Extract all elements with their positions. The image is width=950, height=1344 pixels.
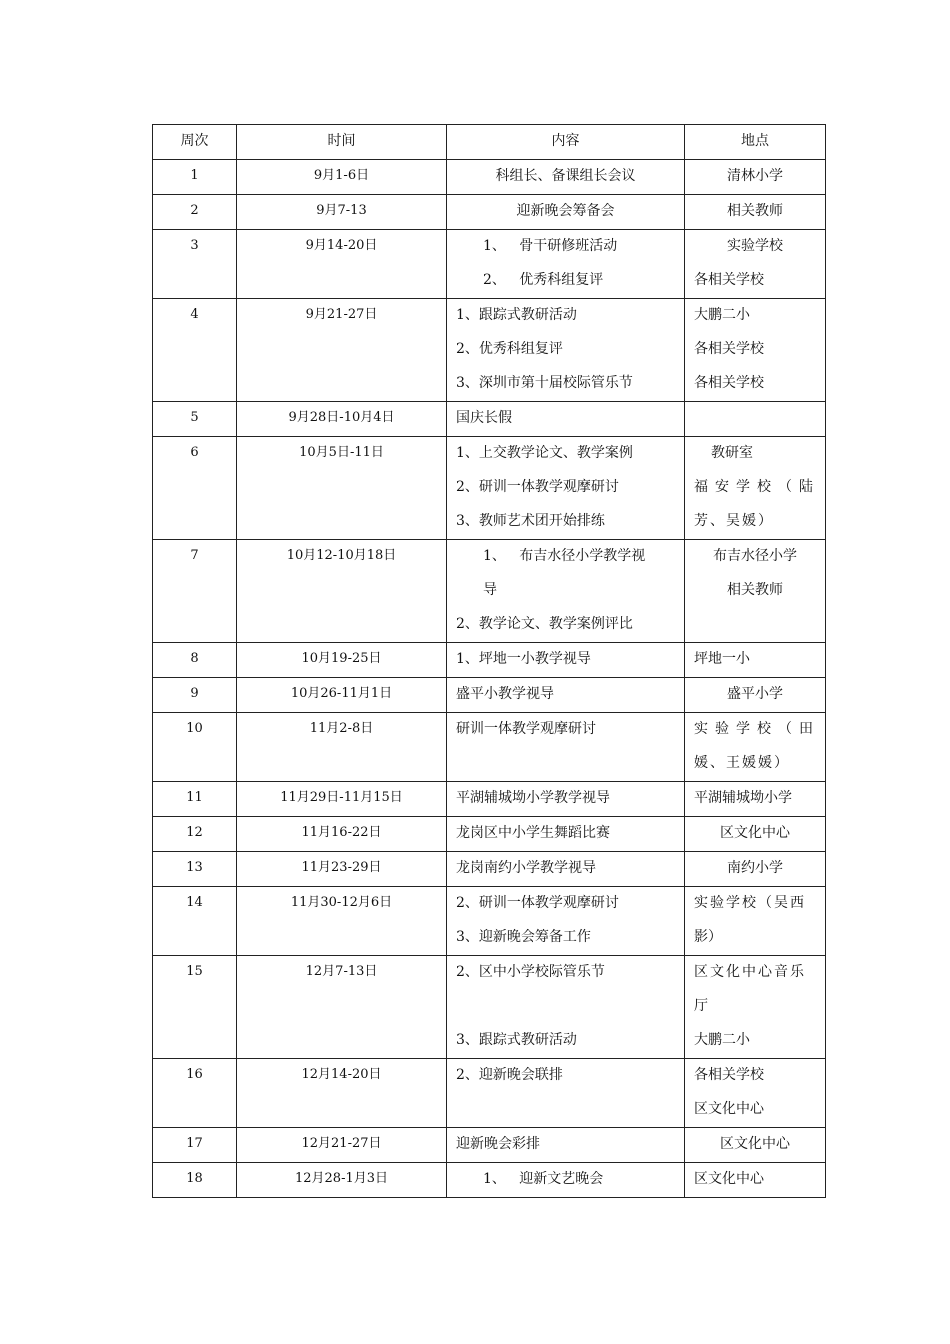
week-cell: 6 bbox=[153, 437, 237, 540]
content-cell: 科组长、备课组长会议 bbox=[447, 160, 685, 195]
table-row bbox=[153, 1059, 826, 1128]
header-place: 地点 bbox=[685, 125, 826, 160]
place-cell: 相关教师 bbox=[685, 195, 826, 230]
table-row bbox=[153, 887, 826, 956]
table-row bbox=[153, 852, 826, 887]
content-cell: 迎新晚会彩排 bbox=[447, 1128, 685, 1163]
time-cell: 11月16-22日 bbox=[237, 817, 447, 852]
place-cell: 各相关学校 区文化中心 bbox=[685, 1059, 826, 1128]
week-cell: 14 bbox=[153, 887, 237, 956]
table-row bbox=[153, 817, 826, 852]
table-row bbox=[153, 402, 826, 437]
week-cell: 12 bbox=[153, 817, 237, 852]
week-cell: 18 bbox=[153, 1163, 237, 1198]
place-cell: 实验学校（田 媛、王媛媛） bbox=[685, 713, 826, 782]
header-week: 周次 bbox=[153, 125, 237, 160]
time-cell: 11月23-29日 bbox=[237, 852, 447, 887]
place-cell: 实验学校 各相关学校 bbox=[685, 230, 826, 299]
table-row bbox=[153, 1163, 826, 1198]
place-cell: 清林小学 bbox=[685, 160, 826, 195]
content-cell: 2、研训一体教学观摩研讨 3、迎新晚会筹备工作 bbox=[447, 887, 685, 956]
table-row bbox=[153, 230, 826, 299]
week-cell: 15 bbox=[153, 956, 237, 1059]
place-cell: 区文化中心 bbox=[685, 817, 826, 852]
content-cell: 1、上交教学论文、教学案例 2、研训一体教学观摩研讨 3、教师艺术团开始排练 bbox=[447, 437, 685, 540]
time-cell: 9月21-27日 bbox=[237, 299, 447, 402]
content-cell: 2、迎新晚会联排 bbox=[447, 1059, 685, 1128]
time-cell: 9月1-6日 bbox=[237, 160, 447, 195]
week-cell: 1 bbox=[153, 160, 237, 195]
time-cell: 9月28日-10月4日 bbox=[237, 402, 447, 437]
week-cell: 4 bbox=[153, 299, 237, 402]
time-cell: 9月14-20日 bbox=[237, 230, 447, 299]
time-cell: 9月7-13 bbox=[237, 195, 447, 230]
content-cell: 国庆长假 bbox=[447, 402, 685, 437]
place-cell: 南约小学 bbox=[685, 852, 826, 887]
table-row bbox=[153, 713, 826, 782]
content-cell: 平湖辅城坳小学教学视导 bbox=[447, 782, 685, 817]
week-cell: 11 bbox=[153, 782, 237, 817]
place-cell: 区文化中心 bbox=[685, 1128, 826, 1163]
place-cell: 区文化中心音乐 厅 大鹏二小 bbox=[685, 956, 826, 1059]
table-row bbox=[153, 437, 826, 540]
place-cell: 大鹏二小 各相关学校 各相关学校 bbox=[685, 299, 826, 402]
content-cell: 1、跟踪式教研活动 2、优秀科组复评 3、深圳市第十届校际管乐节 bbox=[447, 299, 685, 402]
time-cell: 10月12-10月18日 bbox=[237, 540, 447, 643]
week-cell: 2 bbox=[153, 195, 237, 230]
place-cell: 区文化中心 bbox=[685, 1163, 826, 1198]
place-cell bbox=[685, 402, 826, 437]
place-cell: 盛平小学 bbox=[685, 678, 826, 713]
week-cell: 3 bbox=[153, 230, 237, 299]
table-row bbox=[153, 643, 826, 678]
content-cell: 1、 布吉水径小学教学视 导 2、教学论文、教学案例评比 bbox=[447, 540, 685, 643]
week-cell: 5 bbox=[153, 402, 237, 437]
week-cell: 9 bbox=[153, 678, 237, 713]
time-cell: 12月7-13日 bbox=[237, 956, 447, 1059]
table-row bbox=[153, 160, 826, 195]
table-header-row bbox=[153, 125, 826, 160]
place-cell: 平湖辅城坳小学 bbox=[685, 782, 826, 817]
header-content: 内容 bbox=[447, 125, 685, 160]
content-cell: 龙岗南约小学教学视导 bbox=[447, 852, 685, 887]
content-cell: 龙岗区中小学生舞蹈比赛 bbox=[447, 817, 685, 852]
table-row bbox=[153, 1128, 826, 1163]
time-cell: 11月30-12月6日 bbox=[237, 887, 447, 956]
week-cell: 8 bbox=[153, 643, 237, 678]
content-cell: 2、区中小学校际管乐节 3、跟踪式教研活动 bbox=[447, 956, 685, 1059]
table-row bbox=[153, 540, 826, 643]
content-cell: 研训一体教学观摩研讨 bbox=[447, 713, 685, 782]
week-cell: 16 bbox=[153, 1059, 237, 1128]
place-cell: 教研室 福安学校（陆 芳、吴媛） bbox=[685, 437, 826, 540]
table-row bbox=[153, 195, 826, 230]
place-cell: 坪地一小 bbox=[685, 643, 826, 678]
time-cell: 10月26-11月1日 bbox=[237, 678, 447, 713]
content-cell: 盛平小教学视导 bbox=[447, 678, 685, 713]
table-row bbox=[153, 299, 826, 402]
table-row bbox=[153, 956, 826, 1059]
content-cell: 1、 迎新文艺晚会 bbox=[447, 1163, 685, 1198]
week-cell: 17 bbox=[153, 1128, 237, 1163]
time-cell: 10月5日-11日 bbox=[237, 437, 447, 540]
time-cell: 11月2-8日 bbox=[237, 713, 447, 782]
content-cell: 1、坪地一小教学视导 bbox=[447, 643, 685, 678]
time-cell: 12月14-20日 bbox=[237, 1059, 447, 1128]
week-cell: 13 bbox=[153, 852, 237, 887]
time-cell: 10月19-25日 bbox=[237, 643, 447, 678]
place-cell: 实验学校（吴西 影） bbox=[685, 887, 826, 956]
time-cell: 11月29日-11月15日 bbox=[237, 782, 447, 817]
content-cell: 1、 骨干研修班活动 2、 优秀科组复评 bbox=[447, 230, 685, 299]
time-cell: 12月28-1月3日 bbox=[237, 1163, 447, 1198]
content-cell: 迎新晚会筹备会 bbox=[447, 195, 685, 230]
schedule-table bbox=[152, 124, 826, 1198]
week-cell: 7 bbox=[153, 540, 237, 643]
table-row bbox=[153, 782, 826, 817]
time-cell: 12月21-27日 bbox=[237, 1128, 447, 1163]
place-cell: 布吉水径小学 相关教师 bbox=[685, 540, 826, 643]
table-row bbox=[153, 678, 826, 713]
week-cell: 10 bbox=[153, 713, 237, 782]
header-time: 时间 bbox=[237, 125, 447, 160]
